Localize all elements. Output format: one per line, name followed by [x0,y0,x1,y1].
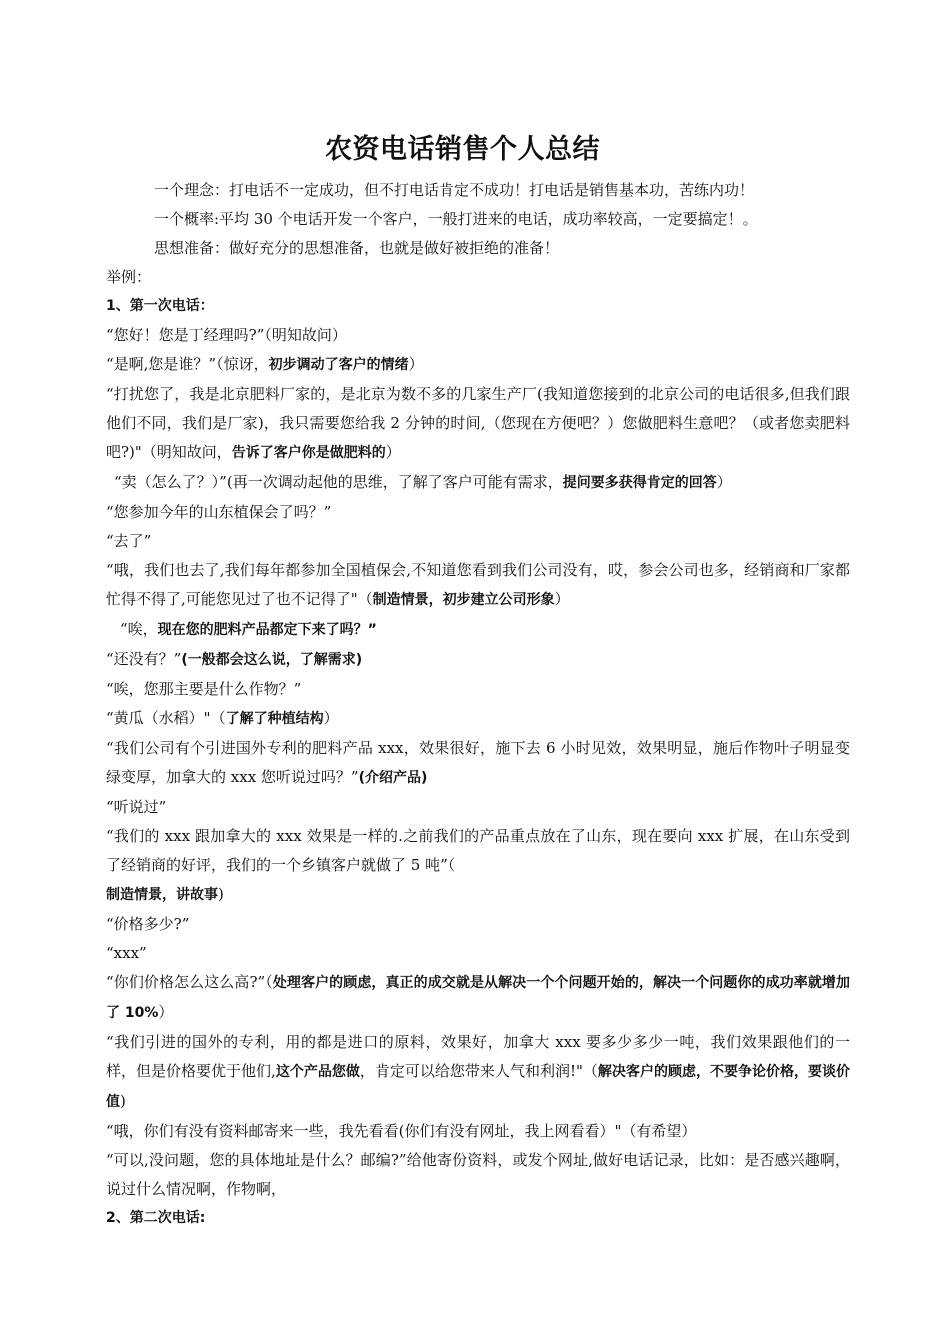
intro-probability: 一个概率:平均 30 个电话开发一个客户，一般打进来的电话，成功率较高，一定要搞定！。 [154,210,758,228]
page-title: 农资电话销售个人总结 [325,134,600,165]
dialogue-line: “唉，现在您的肥料产品都定下来了吗？” [120,620,377,638]
dialogue-line: “我们的 xxx 跟加拿大的 xxx 效果是一样的.之前我们的产品重点放在了山东，现在要向 xxx 扩展，在山东受到了经销商的好评，我们的一个乡镇客户就做了 5 吨”（ [106,827,850,874]
dialogue-line: “听说过” [106,798,167,816]
dialogue-line: “您好！您是丁经理吗?”（明知故问） [106,326,347,344]
dialogue-line: “哦，我们也去了,我们每年都参加全国植保会,不知道您看到我们公司没有，哎，参会公司也多，经销商和厂家都忙得不得了,可能您见过了也不记得了"（制造情景，初步建立公司形象） [106,561,850,608]
dialogue-line: “我们公司有个引进国外专利的肥料产品 xxx，效果很好，施下去 6 小时见效，效果明显，施后作物叶子明显变绿变厚，加拿大的 xxx 您听说过吗？”(介绍产品) [106,739,850,786]
dialogue-line: “唉，您那主要是什么作物？” [106,680,302,698]
section-second-call: 2、第二次电话: [106,1210,206,1226]
document-body [106,176,850,1233]
dialogue-line: “您参加今年的山东植保会了吗？” [106,503,332,521]
section-first-call: 1、第一次电话： [106,298,214,314]
dialogue-line: “卖（怎么了？）”(再一次调动起他的思维，了解了客户可能有需求，提问要多获得肯定的回答） [114,473,732,491]
intro-concept: 一个理念：打电话不一定成功，但不打电话肯定不成功！打电话是销售基本功，苦练内功！ [154,181,755,199]
dialogue-line: “是啊,您是谁？”（惊讶，初步调动了客户的情绪） [106,355,424,373]
dialogue-line: “我们引进的国外的专利，用的都是进口的原料，效果好，加拿大 xxx 要多少多少一吨，我们效果跟他们的一样，但是价格要优于他们,这个产品您做，肯定可以给您带来人气和利润!"（解决客户的顾虑，不要争论价格，要谈价值) [106,1033,851,1110]
dialogue-line: “你们价格怎么这么高?”（处理客户的顾虑，真正的成交就是从解决一个个问题开始的，解决一个问题你的成功率就增加了 10%） [106,973,851,1021]
dialogue-line: 制造情景，讲故事) [106,885,224,903]
dialogue-line: “xxx” [106,944,147,962]
dialogue-line: “可以,没问题，您的具体地址是什么？邮编?”给他寄份资料，或发个网址,做好电话记录，比如：是否感兴趣啊，说过什么情况啊，作物啊， [106,1151,850,1198]
dialogue-line: “价格多少?” [106,915,190,933]
dialogue-line: “去了” [106,532,152,550]
intro-preparation: 思想准备：做好充分的思想准备，也就是做好被拒绝的准备！ [154,239,560,257]
example-label: 举例： [106,268,152,286]
dialogue-line: “哦，你们有没有资料邮寄来一些，我先看看(你们有没有网址，我上网看看）"（有希望） [106,1122,697,1140]
dialogue-line: “黄瓜（水稻）"（了解了种植结构） [106,709,339,727]
dialogue-line: “还没有？”(一般都会这么说，了解需求) [106,650,363,668]
dialogue-line: “打扰您了，我是北京肥料厂家的，是北京为数不多的几家生产厂(我知道您接到的北京公司的电话很多,但我们跟他们不同，我们是厂家)，我只需要您给我 2 分钟的时间,（您现在方便吧？）您做肥料生意吧？（或者您卖肥料吧?)"（明知故问，告诉了客户你是做肥料的） [106,385,850,461]
